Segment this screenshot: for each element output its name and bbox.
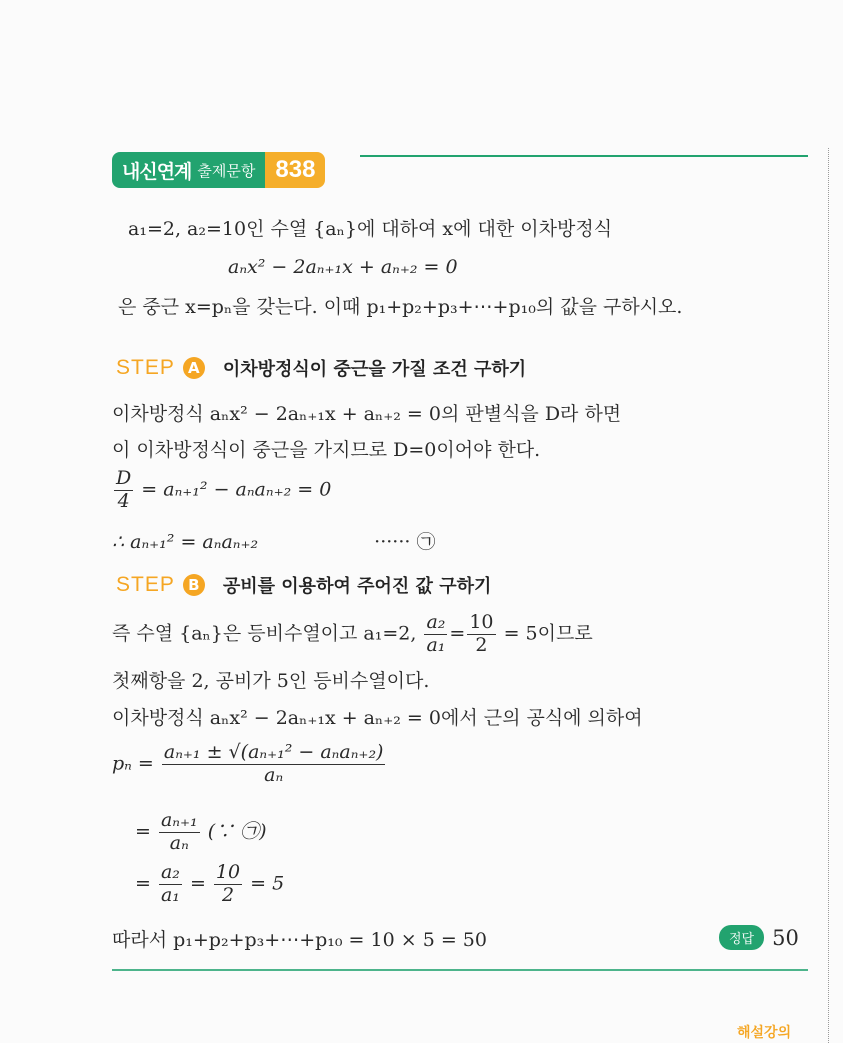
- step-a-line-1: 이차방정식 aₙx² − 2aₙ₊₁x + aₙ₊₂ = 0의 판별식을 D라 하면: [112, 403, 622, 425]
- problem-line-1: a₁=2, a₂=10인 수열 {aₙ}에 대하여 x에 대한 이차방정식: [128, 218, 613, 240]
- conclusion: 따라서 p₁+p₂+p₃+⋯+p₁₀ = 10 × 5 = 50: [112, 929, 487, 951]
- page-margin-line: [828, 148, 829, 1043]
- therefore-equation: ∴ aₙ₊₁² = aₙaₙ₊₂ ······ ㉠: [112, 531, 436, 553]
- step-a-line-2: 이 이차방정식이 중근을 가지므로 D=0이어야 한다.: [112, 439, 541, 461]
- step-a-heading: STEP A 이차방정식이 중근을 가질 조건 구하기: [116, 356, 527, 380]
- header-rule: [360, 155, 808, 157]
- answer-badge: 정답: [719, 925, 764, 950]
- problem-line-3: 은 중근 x=pₙ을 갖는다. 이때 p₁+p₂+p₃+⋯+p₁₀의 값을 구하시오.: [118, 296, 683, 318]
- ratio-value: = $\frac{\text{a₂}}{\text{a₁}}$ = $\frac{10}{2}$ = 5: [135, 861, 285, 906]
- header-label: 내신연계 출제문항: [112, 152, 265, 188]
- lecture-link[interactable]: 해설강의: [737, 1025, 792, 1041]
- discriminant-equation: $\frac{D}{4}$ = aₙ₊₁² − aₙaₙ₊₂ = 0: [116, 467, 332, 512]
- quadratic-formula: pₙ = $\frac{\text{aₙ₊₁ ± √(aₙ₊₁² − aₙaₙ₊₂)}}{\text{aₙ}}$: [112, 741, 384, 786]
- step-b-line-1: 즉 수열 {aₙ}은 등비수열이고 a₁=2, $\frac{\text{a₂}}{\text{a₁}}$ = $\frac{10}{2}$ = 5이므로: [112, 611, 593, 656]
- problem-number: 838: [265, 152, 325, 188]
- answer: [719, 925, 799, 950]
- step-a-badge: A: [183, 357, 205, 379]
- simplified-root: = $\frac{\text{aₙ₊₁}}{\text{aₙ}}$ (∵ ㉠): [135, 809, 267, 854]
- bottom-rule: [112, 969, 808, 971]
- problem-equation: aₙx² − 2aₙ₊₁x + aₙ₊₂ = 0: [228, 256, 458, 278]
- step-b-badge: B: [183, 574, 205, 596]
- problem-header: [112, 152, 325, 188]
- reference-tag: ······ ㉠: [374, 531, 436, 553]
- step-b-heading: STEP B 공비를 이용하여 주어진 값 구하기: [116, 573, 492, 597]
- step-b-line-2: 첫째항을 2, 공비가 5인 등비수열이다.: [112, 670, 430, 692]
- step-b-line-3: 이차방정식 aₙx² − 2aₙ₊₁x + aₙ₊₂ = 0에서 근의 공식에 의하여: [112, 707, 643, 729]
- answer-value: 50: [772, 925, 799, 950]
